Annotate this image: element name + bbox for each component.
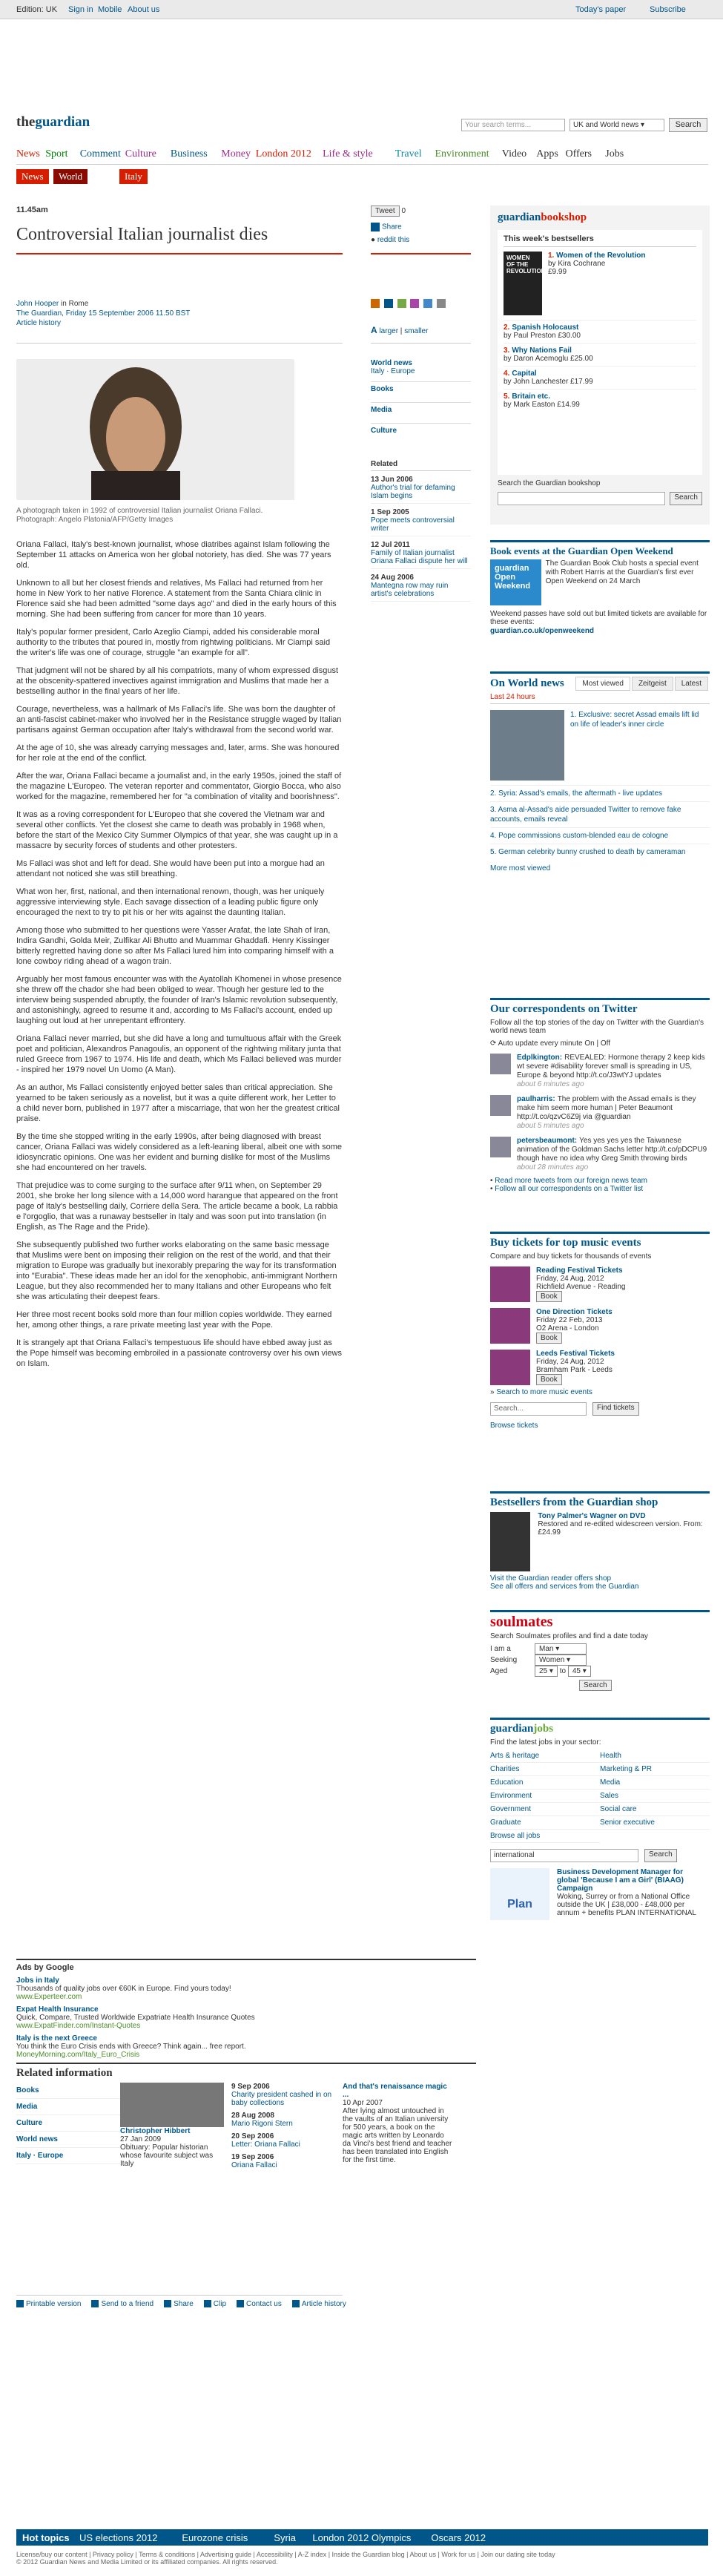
shop-panel — [490, 1491, 710, 1595]
tag-list — [371, 359, 471, 435]
nav-video[interactable]: Video — [501, 148, 527, 160]
job-sector-link[interactable]: Senior executive — [600, 1816, 710, 1830]
hot-topic-link[interactable]: Eurozone crisis — [182, 2532, 248, 2543]
ad-item[interactable]: Italy is the next Greece You think the Euro Crisis ends with Greece? Think again... free report. MoneyMorning.com/Italy_Euro_Crisis — [16, 2034, 246, 2059]
nav-comment[interactable]: Comment — [79, 148, 121, 160]
article-paragraph: That judgment will not be shared by all his compatriots, many of whom expressed disgust at the obscenity-spattered invectives against immigration and Muslims that made her a bestselling author in the final years of her life. — [16, 666, 339, 696]
reddit-link[interactable]: reddit this — [377, 236, 410, 244]
hot-topics-bar — [16, 2529, 708, 2546]
tool-icon — [164, 2300, 171, 2307]
related-article[interactable]: 9 Sep 2006 Charity president cashed in on baby collections — [231, 2083, 332, 2107]
find-tickets-button[interactable]: Find tickets — [592, 1402, 639, 1416]
jobs-intro: Find the latest jobs in your sector: — [490, 1738, 601, 1747]
reddit-icon: ● — [371, 236, 376, 244]
article-paragraph: Unknown to all but her closest friends and relatives, Ms Fallaci had returned from her home in New York to her native Florence. A statement from the Santa Chiara clinic in Florence said she had been admitted "some days ago" and died in the early hours of this morning. She had been suffering from cancer for more than 10 years. — [16, 579, 337, 619]
article-paragraph: Among those who submitted to her questions were Yasser Arafat, the late Shah of Iran, Indira Gandhi, Golda Meir, Zulfikar Ali Bhutto and Muammar Ghaddafi. Henry Kissinger bitterly regretted having done so after Ms Fallaci lured him into comparing himself with a lone cowboy riding ahead of a wagon train. — [16, 926, 334, 966]
article-photo — [16, 359, 294, 499]
seeking-select[interactable]: Women ▾ — [535, 1655, 587, 1666]
divider — [371, 343, 471, 344]
footer — [16, 2551, 708, 2566]
book-events-note: Weekend passes have sold out but limited tickets are available for these events: — [490, 610, 707, 626]
nav-environment[interactable]: Environment — [435, 148, 489, 160]
nav-offers[interactable]: Offers — [565, 148, 592, 160]
ticket-event: One Direction Tickets Friday 22 Feb, 2013 O2 Arena - London Book — [490, 1308, 710, 1344]
main-nav — [16, 148, 708, 165]
avatar[interactable] — [490, 1137, 511, 1157]
tool-icon — [292, 2300, 300, 2307]
tweet-count: 0 — [401, 207, 406, 215]
edition-selector[interactable]: Edition: UK — [16, 5, 58, 14]
history-icon[interactable] — [437, 299, 446, 308]
related-links — [371, 460, 471, 602]
twitter-list-link[interactable]: Follow all our correspondents on a Twitter list — [495, 1185, 644, 1193]
age-from-select[interactable]: 25 ▾ — [535, 1666, 558, 1677]
related-article[interactable]: 28 Aug 2008 Mario Rigoni Stern — [231, 2112, 293, 2128]
tool-icon — [91, 2300, 99, 2307]
clip-icon[interactable] — [410, 299, 419, 308]
event-image[interactable] — [490, 1308, 530, 1344]
on-world-news-title: On World news — [490, 677, 564, 689]
avatar[interactable] — [490, 1095, 511, 1116]
divider — [371, 253, 471, 254]
job-sector-link[interactable]: Browse all jobs — [490, 1830, 600, 1843]
correspondents-intro: Follow all the top stories of the day on Twitter with the Guardian's world news team — [490, 1019, 704, 1035]
bookshop-panel — [490, 206, 710, 525]
tag-italy-europe[interactable]: Italy · Europe — [371, 367, 415, 375]
hot-topic-link[interactable]: London 2012 Olympics — [312, 2532, 412, 2543]
browse-tickets-link[interactable]: Browse tickets — [490, 1422, 538, 1430]
event-link[interactable]: One Direction Tickets — [536, 1308, 613, 1316]
article-paragraph: By the time she stopped writing in the early 1990s, after being diagnosed with breast cancer, Oriana Fallaci was widely considered as a left-leaning liberal, albeit one with some idiosyncratic opinions. One was her evident and burning dislike for most of the Muslims she had encountered on her travels. — [16, 1132, 343, 1172]
job-sector-link[interactable]: Charities — [490, 1763, 600, 1776]
tool-article-history[interactable]: Article history — [292, 2300, 346, 2308]
on-world-news-panel — [490, 671, 710, 979]
ticket-event: Leeds Festival Tickets Friday, 24 Aug, 2012 Bramham Park - Leeds Book — [490, 1350, 710, 1385]
article-paragraph: Ms Fallaci was shot and left for dead. She would have been put into a morgue had an attendant not noticed she was still breathing. — [16, 859, 325, 878]
page-title: Controversial Italian journalist dies — [16, 225, 268, 244]
related-article[interactable]: 19 Sep 2006 Oriana Fallaci — [231, 2153, 277, 2169]
book-events-panel — [490, 540, 710, 655]
nav-culture[interactable]: Culture — [125, 148, 156, 160]
breadcrumb-world-news[interactable]: World news — [53, 169, 88, 184]
article-paragraph: Oriana Fallaci never married, but she did have a long and tumultuous affair with the Greek poet and politician, Alexandros Panagoulis, an opponent of the rightwing military junta that ruled Greece from 1967 to 1974. His life and death, which Ms Fallaci believed was murder - inspired her 1979 novel Un Uomo (A Man). — [16, 1034, 342, 1074]
event-image[interactable] — [490, 1266, 530, 1302]
age-to-select[interactable]: 45 ▾ — [568, 1666, 591, 1677]
jobs-search-input[interactable]: international — [490, 1849, 638, 1862]
i-am-select[interactable]: Man ▾ — [535, 1643, 587, 1655]
related-tag-link[interactable]: Media — [16, 2099, 120, 2115]
job-sector-link[interactable]: Social care — [600, 1803, 710, 1816]
article-history-link[interactable]: Article history — [16, 319, 62, 327]
plan-logo[interactable]: Plan — [490, 1868, 549, 1920]
todays-paper-link[interactable]: Today's paper — [575, 5, 627, 14]
book-ticket-button[interactable]: Book — [536, 1374, 562, 1385]
book-item[interactable]: 2. Spanish Holocaust by Paul Preston £30.00 — [504, 320, 696, 343]
tag-world-news[interactable]: World news — [371, 359, 412, 367]
bookshop-search-button[interactable]: Search — [670, 492, 702, 505]
tag-media[interactable]: Media — [371, 406, 392, 414]
job-sector-link[interactable]: Environment — [490, 1790, 600, 1803]
auto-update-toggle[interactable]: Auto update every minute On | Off — [498, 1039, 611, 1048]
job-ad-meta: Woking, Surrey or from a National Office outside the UK | £38,000 - £48,000 per annum + benefits PLAN INTERNATIONAL — [557, 1893, 696, 1917]
renaissance-link[interactable]: And that's renaissance magic ... — [343, 2083, 447, 2099]
article-paragraph: At the age of 10, she was already carrying messages and, later, arms. She was honoured for her role at the end of the conflict. — [16, 743, 340, 763]
historian-photo[interactable] — [120, 2083, 224, 2127]
tab-zeitgeist[interactable]: Zeitgeist — [632, 677, 673, 691]
article-time: 11.45am — [16, 206, 48, 214]
copyright: © 2012 Guardian News and Media Limited or its affiliated companies. All rights reserved. — [16, 2558, 278, 2566]
nav-jobs[interactable]: Jobs — [605, 148, 624, 160]
nav-news[interactable]: News — [16, 148, 40, 160]
nav-money[interactable]: Money — [221, 148, 251, 160]
related-info-title: Related information — [16, 2067, 113, 2079]
article-body — [16, 539, 343, 1376]
byline: John Hooper in Rome The Guardian, Friday 15 September 2006 11.50 BST Article history — [16, 300, 191, 327]
mobile-link[interactable]: Mobile — [98, 5, 122, 14]
job-ad-link[interactable]: Business Development Manager for global 'Because I am a Girl' (BIAAG) Campaign — [557, 1868, 684, 1893]
bookshop-search-input[interactable] — [498, 492, 665, 505]
tweet-item: paulharris: The problem with the Assad emails is they make him seem more human | Peter Beaumont http://t.co/qzvC6Z9j via @guardian about 5 minutes ago — [490, 1095, 710, 1131]
portrait-image — [17, 360, 294, 500]
event-link[interactable]: Leeds Festival Tickets — [536, 1350, 615, 1358]
book-item[interactable]: 3. Why Nations Fail by Daron Acemoglu £25.00 — [504, 343, 696, 366]
most-viewed-item[interactable]: 2. Syria: Assad's emails, the aftermath - live updates — [490, 785, 710, 801]
text-size-controls: A larger | smaller — [371, 325, 429, 335]
print-icon[interactable] — [371, 299, 380, 308]
article-paragraph: She subsequently published two further works elaborating on the same basic message that Muslims were bent on imposing their religion on the rest of the world, and that their migration to Europe was gradually but inexorably preparing the way for its transformation into "Eurabia". These ideas made her an idol for the xenophobic, anti-immigrant Northern League, but they also recommended her to many Italians and other Europeans who felt she was articulating their deepest fears. — [16, 1241, 337, 1301]
tickets-title: Buy tickets for top music events — [490, 1237, 641, 1249]
nav-travel[interactable]: Travel — [394, 148, 422, 160]
photo-caption: A photograph taken in 1992 of controversial Italian journalist Oriana Fallaci. Photograph: Angelo Platonia/AFP/Getty Images — [16, 507, 263, 524]
historian-link[interactable]: Christopher Hibbert — [120, 2127, 191, 2135]
text-larger-link[interactable]: larger — [379, 327, 399, 335]
ads-title: Ads by Google — [16, 1963, 74, 1972]
article-paragraph: It was as a roving correspondent for L'Europeo that she covered the Vietnam war and several other conflicts. Yet the closest she came to death was probably in 1968 when, before the start of the Mexico City Summer Olympics of that year, she was caught up in a massacre by security forces of students and other protesters. — [16, 810, 338, 850]
tweet-item: Edplkington: REVEALED: Hormone therapy 2 keep kids wt severe #disability forever small is spreading in US, Europe & beyond http://t.co/J3wtYJ updates about 6 minutes ago — [490, 1054, 710, 1089]
hot-topic-link[interactable]: Syria — [274, 2532, 297, 2543]
dvd-cover[interactable] — [490, 1512, 530, 1571]
tool-send-to-a-friend[interactable]: Send to a friend — [91, 2300, 153, 2308]
book-ticket-button[interactable]: Book — [536, 1291, 562, 1302]
book-events-title: Book events at the Guardian Open Weekend — [490, 545, 673, 556]
nav-sport[interactable]: Sport — [45, 148, 68, 160]
related-tag-link[interactable]: Italy · Europe — [16, 2148, 120, 2164]
book-item[interactable]: 4. Capital by John Lanchester £17.99 — [504, 366, 696, 389]
article-paragraph: After the war, Oriana Fallaci became a journalist and, in the early 1950s, joined the staff of the magazine L'Europeo. The veteran reporter and commentator, Giorgio Bocca, who also worked for the magazine, remembered her for "a combination of vitality and boorishness". — [16, 772, 342, 801]
related-article[interactable]: 20 Sep 2006 Letter: Oriana Fallaci — [231, 2132, 300, 2149]
tool-icon — [204, 2300, 211, 2307]
tool-printable-version[interactable]: Printable version — [16, 2300, 81, 2308]
share-icon[interactable] — [397, 299, 406, 308]
tweet-button[interactable]: Tweet — [371, 206, 400, 217]
related-tag-link[interactable]: Culture — [16, 2115, 120, 2132]
about-us-link[interactable]: About us — [128, 5, 160, 14]
soulmates-intro: Search Soulmates profiles and find a date today — [490, 1632, 648, 1640]
sign-in-link[interactable]: Sign in — [68, 5, 93, 14]
shop-product-link[interactable]: Tony Palmer's Wagner on DVD — [538, 1512, 646, 1520]
all-offers-link[interactable]: See all offers and services from the Guardian — [490, 1583, 639, 1591]
open-weekend-banner[interactable]: guardian Open Weekend — [490, 559, 541, 605]
job-sector-link[interactable]: Government — [490, 1803, 600, 1816]
most-viewed-period: Last 24 hours — [490, 691, 710, 704]
avatar[interactable] — [490, 1054, 511, 1074]
tab-most-viewed[interactable]: Most viewed — [575, 677, 630, 691]
hot-topic-link[interactable]: Oscars 2012 — [431, 2532, 486, 2543]
tickets-search-input[interactable]: Search... — [490, 1402, 587, 1416]
ad-item[interactable]: Jobs in Italy Thousands of quality jobs over €60K in Europe. Find yours today! www.Experteer.com — [16, 1977, 231, 2001]
most-viewed-item[interactable]: 4. Pope commissions custom-blended eau de cologne — [490, 827, 710, 844]
jobs-panel: guardianjobs Find the latest jobs in your sector: Arts & heritage Charities Education Environment Government Graduate Browse all jobs Health Marketing & PR Media Sales Social care Senior executive international Search Plan Business Development Manager for global 'Because I am a Girl' (BIAAG) Campaign Woking, Surrey or from a National Office outside the UK | £38,000 - £48,000 per annum + benefits PLAN INTERNATIONAL — [490, 1718, 710, 1940]
most-viewed-item[interactable]: 1. Exclusive: secret Assad emails lift lid on life of leader's inner circle — [570, 711, 699, 729]
article-paragraph: Her three most recent books sold more than four million copies worldwide. They earned her, among other things, a rare private meeting last year with the Pope. — [16, 1310, 332, 1330]
jobs-search-button[interactable]: Search — [644, 1849, 677, 1862]
article-paragraph: Oriana Fallaci, Italy's best-known journalist, whose diatribes against Islam following the September 11 attacks on America won her global notoriety, has died. She was 77 years old. — [16, 540, 331, 570]
top-bar — [0, 0, 723, 19]
correspondents-title: Our correspondents on Twitter — [490, 1003, 638, 1015]
guardian-logo[interactable]: theguardian — [16, 114, 90, 130]
article-paragraph: It is strangely apt that Oriana Fallaci's tempestuous life should have ebbed away just as the Pope himself was becoming embroiled in a passionate controversy over his own views on Islam. — [16, 1338, 342, 1368]
tickets-intro: Compare and buy tickets for thousands of events — [490, 1252, 652, 1261]
job-sector-link[interactable]: Marketing & PR — [600, 1763, 710, 1776]
email-icon[interactable] — [384, 299, 393, 308]
more-most-viewed-link[interactable]: More most viewed — [490, 864, 551, 873]
publication-line: The Guardian, Friday 15 September 2006 11.50 BST — [16, 309, 191, 318]
tweet-user[interactable]: petersbeaumont: — [517, 1137, 578, 1145]
related-item[interactable]: 24 Aug 2006 Mantegna row may ruin artist's celebrations — [371, 574, 471, 602]
article-paragraph: As an author, Ms Fallaci consistently enjoyed better sales than critical appreciation. She yearned to be taken seriously as a novelist, but it was a quite different work, her Letter to a child never born, published in 1977 after a miscarriage, that won her the greatest critical praise. — [16, 1083, 340, 1123]
facebook-share-link[interactable]: Share — [382, 223, 402, 231]
bookshop-title: guardianbookshop — [498, 211, 587, 223]
soulmates-search-button[interactable]: Search — [579, 1680, 612, 1691]
soulmates-logo[interactable]: soulmates — [490, 1614, 553, 1630]
tweet-item: petersbeaumont: Yes yes yes yes the Taiwanese animation of the Goldman Sachs letter http://t.co/pDCPU9 though have no idea why Greg Smith throwing birds about 28 minutes ago — [490, 1137, 710, 1172]
job-sector-link[interactable]: Graduate — [490, 1816, 600, 1830]
facebook-icon — [371, 223, 380, 231]
more-tweets-link[interactable]: Read more tweets from our foreign news team — [495, 1177, 647, 1185]
tab-latest[interactable]: Latest — [675, 677, 708, 691]
nav-business[interactable]: Business — [170, 148, 208, 160]
share-tools — [371, 206, 471, 244]
chevron-down-icon: ▾ — [640, 121, 645, 129]
related-heading: Related — [371, 460, 471, 471]
article-paragraph: What won her, first, national, and then international renown, though, was her uniquely aggressive interviewing style. Each savage dissection of a leading public figure only encouraged the next to try to pit his or her wits against the daunting Italian. — [16, 887, 325, 917]
divider — [16, 253, 343, 254]
open-weekend-link[interactable]: guardian.co.uk/openweekend — [490, 627, 595, 635]
book-cover[interactable]: WOMEN OF THE REVOLUTION — [504, 252, 542, 315]
article-paragraph: That prejudice was to come surging to the surface after 9/11 when, on September 29 2001, she broke her long silence with a 14,000 word harangue that appeared on the front page of Italy's bestselling daily, Corriere della Sera. The article became a book, La rabbia e l'orgoglio, that was a runaway bestseller in Italy and was soon put into translation (in English, as The Rage and the Pride). — [16, 1181, 338, 1232]
google-ads — [16, 1959, 476, 2059]
related-tag-link[interactable]: Books — [16, 2083, 120, 2099]
tool-share[interactable]: Share — [164, 2300, 194, 2308]
author-link[interactable]: John Hooper — [16, 300, 59, 308]
article-paragraph: Arguably her most famous encounter was with the Ayatollah Khomenei in whose presence she threw off the chador she had been obliged to wear. Though her gesture led to the interview being suspended abruptly, the founder of Iran's Islamic revolution subsequently, and astonishingly, agreed to resume it and, according to Ms Fallaci's account, ended up laughing out loud at her unrepentant effrontery. — [16, 975, 342, 1025]
hot-topic-link[interactable]: US elections 2012 — [79, 2532, 158, 2543]
text-smaller-link[interactable]: smaller — [404, 327, 429, 335]
article-tool-icons — [371, 299, 471, 308]
book-events-promo: The Guardian Book Club hosts a special event with Robert Harris at the Guardian's first ever Open Weekend on 24 March — [545, 559, 699, 585]
related-tag-link[interactable]: World news — [16, 2132, 120, 2148]
tickets-panel: Buy tickets for top music events Compare and buy tickets for thousands of events Reading Festival Tickets Friday, 24 Aug, 2012 Richfield Avenue - Reading Book One Direction Tickets Friday 22 Feb, 2013 O2 Arena - London Book Leeds Festival Tickets Friday, 24 Aug, 2012 Bramham Park - Leeds Book » Search to more music events Search... Find tickets Browse tickets — [490, 1232, 710, 1476]
related-item[interactable]: 1 Sep 2005 Pope meets controversial writer — [371, 508, 471, 536]
search-scope-select[interactable]: UK and World news ▾ — [570, 119, 664, 131]
related-item[interactable]: 13 Jun 2006 Author's trial for defaming Islam begins — [371, 476, 471, 504]
book-item[interactable]: 5. Britain etc. by Mark Easton £14.99 — [504, 389, 696, 412]
contact-icon[interactable] — [423, 299, 432, 308]
bestsellers-heading: This week's bestsellers — [504, 234, 696, 247]
correspondents-panel: Our correspondents on Twitter Follow all the top stories of the day on Twitter with the Guardian's world news team ⟳ Auto update every minute On | Off Edplkington: REVEALED: Hormone therapy 2 keep kids wt severe #disability forever small is spreading in US, Europe & beyond http://t.co/J3wtYJ updates about 6 minutes ago paulharris: The problem with the Assad emails is they make him seem more human | Peter Beaumont http://t.co/qzvC6Z9j via @guardian about 5 minutes ago petersbeaumont: Yes yes yes yes the Taiwanese animation of the Goldman Sachs letter http://t.co/pDCPU9 though have no idea why Greg Smith throwing birds about 28 minutes ago • Read more tweets from our foreign news team • Follow all our correspondents on a Twitter list — [490, 998, 710, 1217]
soulmates-panel: soulmates Search Soulmates profiles and find a date today I am a Man ▾ Seeking Women ▾ Aged 25 ▾ to 45 ▾ Search — [490, 1610, 710, 1699]
tweet-user[interactable]: paulharris: — [517, 1095, 555, 1103]
breadcrumb-news[interactable]: News — [16, 169, 49, 184]
tag-culture[interactable]: Culture — [371, 427, 397, 435]
job-sector-link[interactable]: Health — [600, 1749, 710, 1763]
book-ticket-button[interactable]: Book — [536, 1333, 562, 1344]
job-sector-link[interactable]: Education — [490, 1776, 600, 1790]
subscribe-link[interactable]: Subscribe — [650, 5, 686, 14]
article-paragraph: Italy's popular former president, Carlo Azeglio Ciampi, added his considerable moral authority to the tributes that poured in, mostly from rightwing politicians. Mr Ciampi said the writer's life was one of courage, struggle "an example for all". — [16, 628, 331, 657]
job-sector-link[interactable]: Sales — [600, 1790, 710, 1803]
more-music-events-link[interactable]: Search to more music events — [496, 1388, 592, 1396]
tool-icon — [16, 2300, 24, 2307]
divider — [16, 343, 343, 344]
ticket-event: Reading Festival Tickets Friday, 24 Aug, 2012 Richfield Avenue - Reading Book — [490, 1266, 710, 1302]
book-item[interactable]: 1. Women of the Revolution by Kira Cochrane £9.99 — [548, 252, 646, 276]
shop-title: Bestsellers from the Guardian shop — [490, 1496, 658, 1508]
search-button[interactable]: Search — [669, 118, 707, 132]
job-sector-link[interactable]: Arts & heritage — [490, 1749, 600, 1763]
breadcrumb-italy[interactable]: Italy — [119, 169, 148, 184]
related-information: Related information Books Media Culture World news Italy · Europe Christopher Hibbert 27 Jan 2009 Obituary: Popular historian whose favourite subject was Italy 9 Sep 2006 Charity president cashed in on baby collections 28 Aug 2008 Mario Rigoni Stern 20 Sep 2006 Letter: Oriana Fallaci 19 Sep 2006 Oriana Fallaci And that's renaissance magic ... 10 Apr 2007 After lying almost untouched in the vaults of an Italian university for 500 years, a book on the magic arts written by Leonardo da Vinci's best friend and teacher has been translated into English for the first time. — [16, 2063, 476, 2174]
ad-item[interactable]: Expat Health Insurance Quick, Compare, Trusted Worldwide Expatriate Health Insurance Quotes www.ExpatFinder.com/Instant-Quotes — [16, 2005, 255, 2030]
shop-product-desc: Restored and re-edited widescreen version. From: £24.99 — [538, 1520, 703, 1537]
text-size-icon: A — [371, 325, 377, 335]
tool-contact-us[interactable]: Contact us — [237, 2300, 282, 2308]
nav-london-2012[interactable]: London 2012 — [255, 148, 311, 160]
reader-offers-link[interactable]: Visit the Guardian reader offers shop — [490, 1574, 612, 1583]
tool-clip[interactable]: Clip — [204, 2300, 226, 2308]
news-thumbnail[interactable] — [490, 710, 564, 781]
article-paragraph: Courage, nevertheless, was a hallmark of Ms Fallaci's life. She was born the daughter of an anti-fascist cabinet-maker who involved her in the Resistance struggle waged by Italian partisans against German occupation after Italy's withdrawal from the second world war. — [16, 705, 342, 735]
event-link[interactable]: Reading Festival Tickets — [536, 1266, 623, 1275]
tag-books[interactable]: Books — [371, 385, 394, 393]
search-input[interactable]: Your search terms... — [461, 119, 565, 131]
hot-topics-label: Hot topics — [22, 2532, 70, 2543]
tool-icon — [237, 2300, 244, 2307]
footer-links[interactable]: License/buy our content | Privacy policy | Terms & conditions | Advertising guide | Accessibility | A-Z index | Inside the Guardian blog | About us | Work for us | Join our dating site today — [16, 2551, 555, 2558]
refresh-icon: ⟳ — [490, 1039, 497, 1048]
divider — [16, 2295, 343, 2296]
nav-apps[interactable]: Apps — [536, 148, 558, 160]
most-viewed-item[interactable]: 3. Asma al-Assad's aide persuaded Twitter to remove fake accounts, emails reveal — [490, 801, 710, 827]
related-item[interactable]: 12 Jul 2011 Family of Italian journalist Oriana Fallaci dispute her will — [371, 541, 471, 569]
most-viewed-item[interactable]: 5. German celebrity bunny crushed to death by cameraman — [490, 844, 710, 860]
event-image[interactable] — [490, 1350, 530, 1385]
job-sector-link[interactable]: Media — [600, 1776, 710, 1790]
bookshop-search-label: Search the Guardian bookshop — [498, 479, 601, 487]
nav-life-style[interactable]: Life & style — [323, 148, 373, 160]
article-tools — [16, 2300, 357, 2308]
tweet-user[interactable]: Edplkington: — [517, 1054, 563, 1062]
